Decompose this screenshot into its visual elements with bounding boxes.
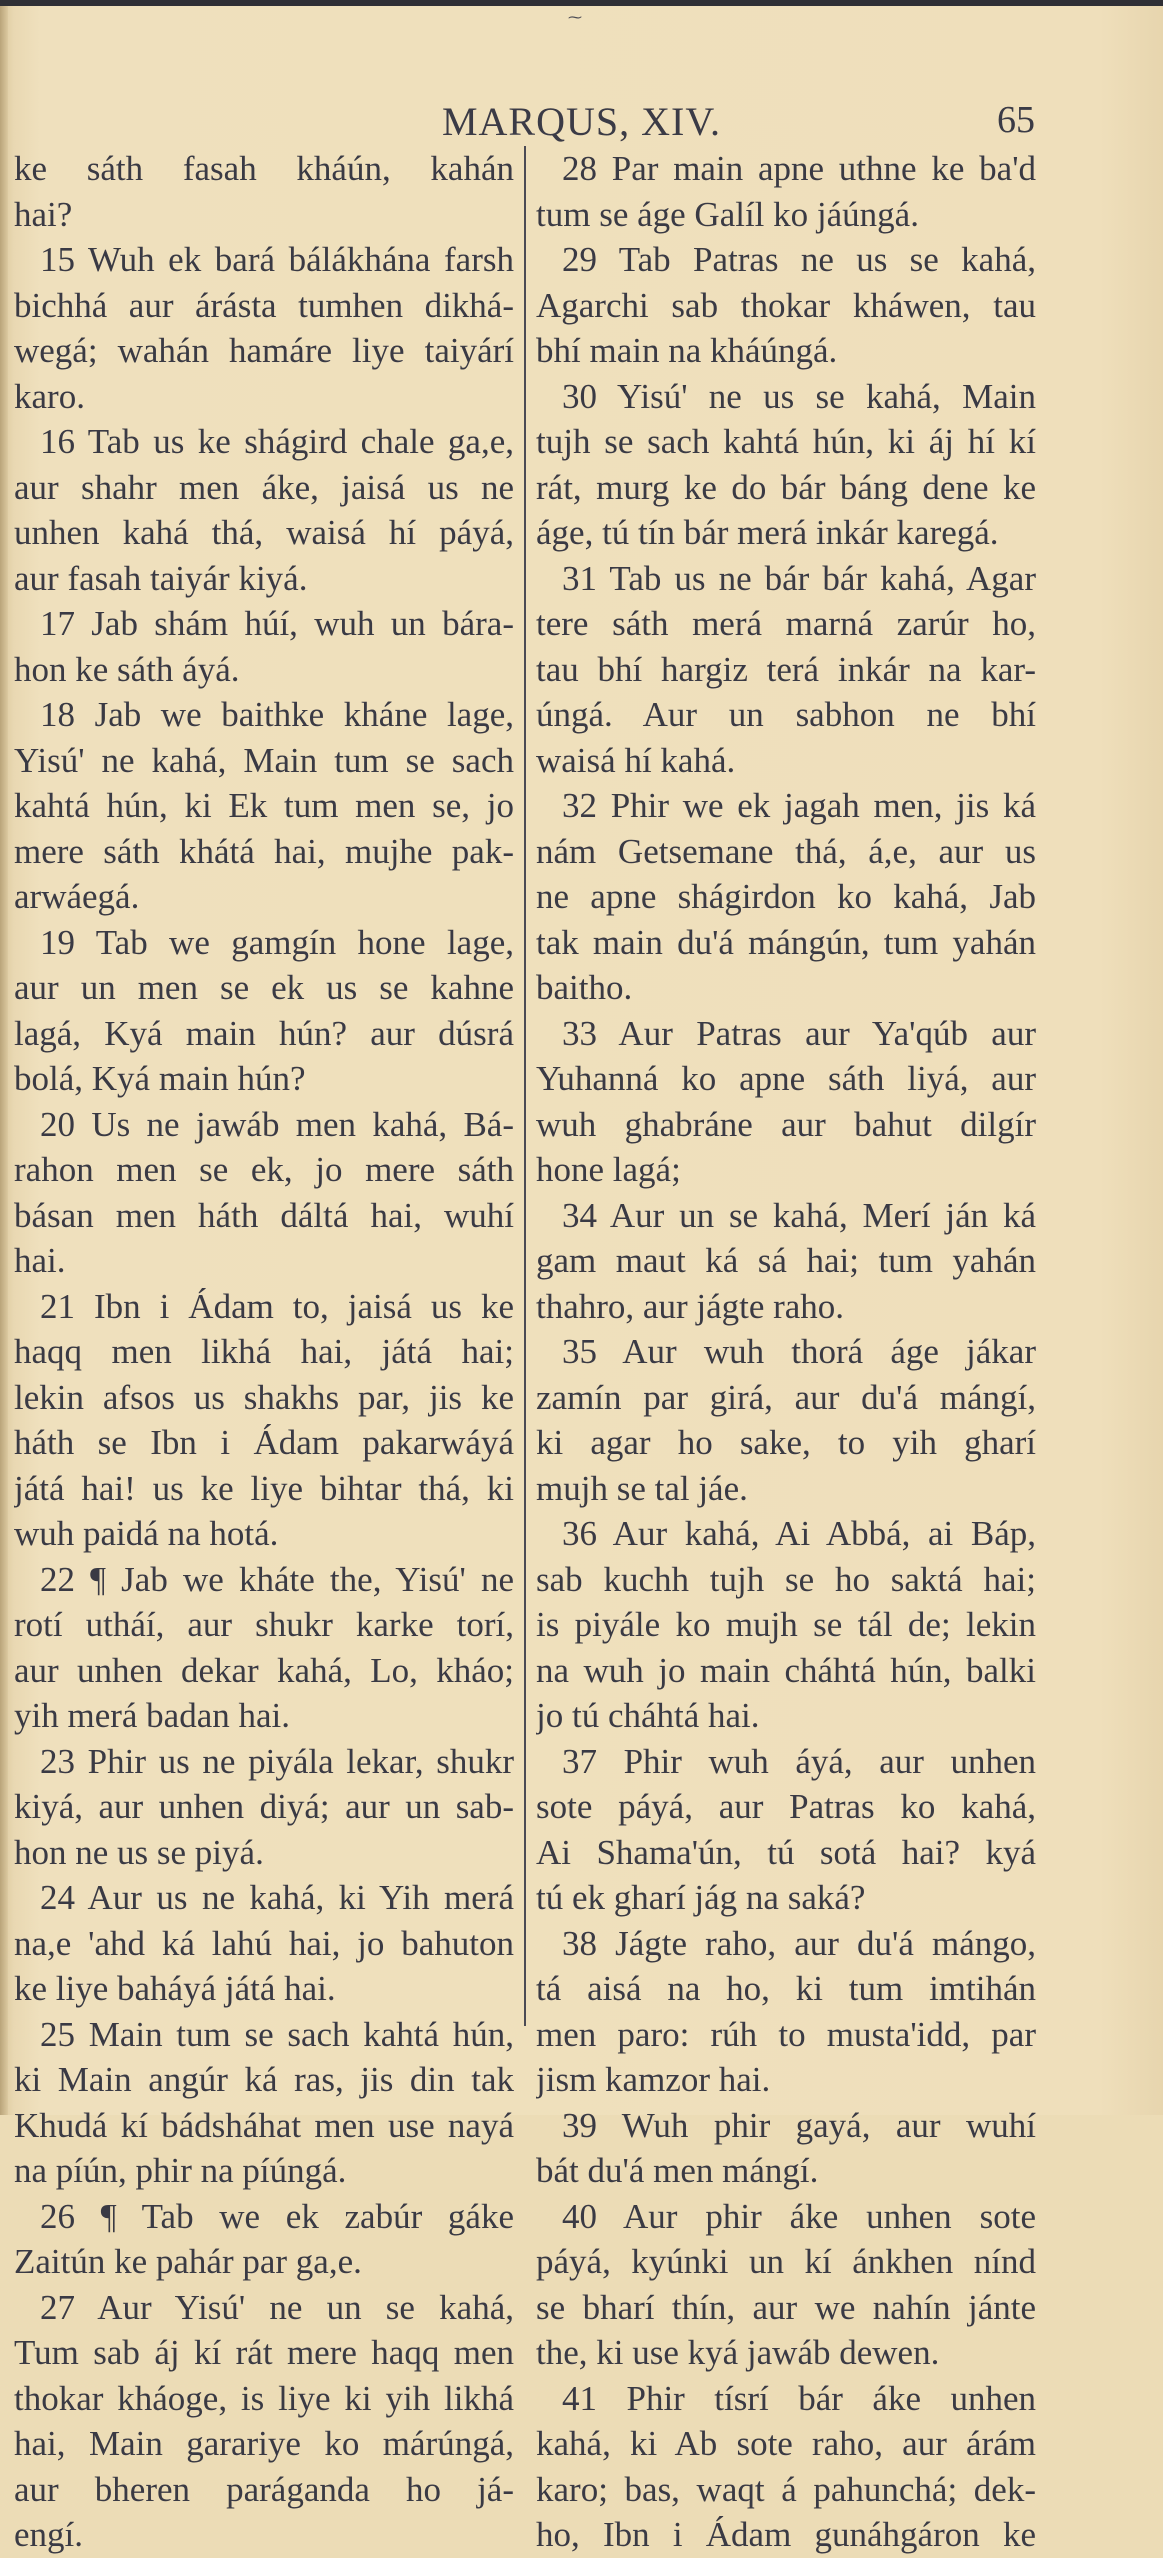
text-line: 38 Jágte raho, aur du'á mángo, [562,1923,1036,1963]
text-line: Yuhanná ko apne sáth liyá, aur [536,1059,1036,1098]
text-line: thokar kháoge, is liye ki yih likhá [14,2378,514,2418]
text-line: háth se Ibn i Ádam pakarwáyá [14,1423,514,1462]
text-line: Khudá kí bádsháhat men use nayá [14,2105,514,2145]
text-line: 17 Jab shám húí, wuh un bára- [40,604,514,643]
text-line: úngá. Aur un sabhon ne bhí [536,695,1036,734]
text-line: 34 Aur un se kahá, Merí ján ká [562,1195,1036,1235]
text-line: tú ek gharí jág na saká? [536,1878,866,1917]
text-line: 36 Aur kahá, Ai Abbá, ai Báp, [562,1514,1036,1553]
text-line: wuh paidá na hotá. [14,1514,279,1553]
text-line: 29 Tab Patras ne us se kahá, [562,240,1036,279]
text-line: 24 Aur us ne kahá, ki Yih merá [40,1878,514,1917]
text-line: 33 Aur Patras aur Ya'qúb aur [562,1013,1036,1053]
text-line: Tum sab áj kí rát mere haqq men [14,2333,514,2372]
text-line: aur unhen dekar kahá, Lo, kháo; [14,1650,514,1690]
text-line: bhí main na kháúngá. [536,331,838,370]
text-line: nám Getsemane thá, á,e, aur us [536,831,1036,871]
text-line: játá hai! us ke liye bihtar thá, ki [14,1468,514,1508]
text-line: tau bhí hargiz terá inkár na kar- [536,649,1036,689]
text-line: hon ke sáth áyá. [14,649,240,689]
text-line: ke sáth fasah kháún, kahán [14,149,514,188]
right-text-column [536,146,1036,2558]
text-line: 15 Wuh ek bará bálákhána farsh [40,240,514,279]
text-line: 27 Aur Yisú' ne un se kahá, [40,2287,514,2327]
text-line: kahá, ki Ab sote raho, aur árám [536,2424,1036,2463]
text-line: na wuh jo main cháhtá hún, balki [536,1650,1036,1690]
text-line: lagá, Kyá main hún? aur dúsrá [14,1013,514,1053]
text-line: hai? [14,194,73,234]
text-line: aur un men se ek us se kahne [14,968,514,1007]
top-ornament: ⁓ [568,11,582,26]
text-line: 25 Main tum se sach kahtá hún, [40,2014,514,2054]
column-divider [524,146,526,2026]
text-line: kahtá hún, ki Ek tum men se, jo [14,786,514,825]
text-line: rát, murg ke do bár báng dene ke [536,467,1036,507]
text-line: páyá, kyúnki un kí ánkhen nínd [536,2242,1036,2281]
text-line: Agarchi sab thokar kháwen, tau [536,285,1036,325]
text-line: bolá, Kyá main hún? [14,1059,306,1098]
left-text-column [14,146,514,2558]
text-line: 37 Phir wuh áyá, aur unhen [562,1741,1036,1781]
text-line: the, ki use kyá jawáb dewen. [536,2333,940,2372]
text-line: 23 Phir us ne piyála lekar, shukr [40,1741,514,1781]
text-line: 20 Us ne jawáb men kahá, Bá- [40,1104,514,1144]
text-line: lekin afsos us shakhs par, jis ke [14,1377,514,1417]
text-line: gam maut ká sá hai; tum yahán [536,1241,1036,1280]
text-line: thahro, aur jágte raho. [536,1286,845,1326]
text-line: 35 Aur wuh thorá áge jákar [562,1332,1036,1371]
text-line: sote páyá, aur Patras ko kahá, [536,1787,1036,1826]
text-line: 31 Tab us ne bár bár kahá, Agar [562,558,1036,598]
text-line: 22 ¶ Jab we kháte the, Yisú' ne [40,1559,514,1599]
text-line: 21 Ibn i Ádam to, jaisá us ke [40,1286,514,1326]
text-line: hai, Main garariye ko márúngá, [14,2424,514,2463]
text-line: bát du'á men mángí. [536,2151,819,2190]
text-line: 28 Par main apne uthne ke ba'd [562,149,1036,188]
text-line: aur shahr men áke, jaisá us ne [14,467,514,507]
text-line: ki agar ho sake, to yih gharí [536,1423,1036,1462]
text-line: na,e 'ahd ká lahú hai, jo bahuton [14,1923,514,1963]
text-line: rahon men se ek, jo mere sáth [14,1150,514,1189]
text-line: jo tú cháhtá hai. [536,1696,760,1735]
text-line: hon ne us se piyá. [14,1832,264,1872]
text-line: na píún, phir na píúngá. [14,2151,347,2190]
text-line: tá aisá na ho, ki tum imtihán [536,1969,1036,2008]
text-line: 32 Phir we ek jagah men, jis ká [562,786,1036,825]
text-line: is piyále ko mujh se tál de; lekin [536,1605,1036,1644]
text-line: 30 Yisú' ne us se kahá, Main [562,376,1036,416]
text-line: baitho. [536,968,633,1007]
text-line: wuh ghabráne aur bahut dilgír [536,1104,1036,1144]
text-line: rotí utháí, aur shukr karke torí, [14,1605,514,1644]
text-line: zamín par girá, aur du'á mángí, [536,1377,1036,1417]
text-line: 41 Phir tísrí bár áke unhen [562,2378,1036,2418]
page-binding-edge [0,0,8,2115]
text-line: tak main du'á mángún, tum yahán [536,922,1036,962]
text-line: 19 Tab we gamgín hone lage, [40,922,514,962]
text-line: tujh se sach kahtá hún, ki áj hí kí [536,422,1036,461]
text-line: Ai Shama'ún, tú sotá hai? kyá [536,1832,1036,1872]
page-number: 65 [997,99,1035,141]
text-line: 26 ¶ Tab we ek zabúr gáke [40,2196,514,2236]
text-line: tere sáth merá marná zarúr ho, [536,604,1036,643]
text-line: jism kamzor hai. [536,2060,771,2099]
text-line: arwáegá. [14,877,140,916]
text-line: waisá hí kahá. [536,740,736,780]
text-line: karo. [14,376,85,416]
text-line: básan men háth dáltá hai, wuhí [14,1195,514,1235]
text-line: 16 Tab us ke shágird chale ga,e, [40,422,514,461]
text-line: mujh se tal jáe. [536,1468,748,1508]
text-line: unhen kahá thá, waisá hí páyá, [14,513,514,552]
text-line: hone lagá; [536,1150,681,1189]
text-line: sab kuchh tujh se ho saktá hai; [536,1559,1036,1599]
text-line: 18 Jab we baithke kháne lage, [40,695,514,734]
text-line: áge, tú tín bár merá inkár karegá. [536,513,999,552]
text-line: karo; bas, waqt á pahunchá; dek- [536,2469,1036,2509]
text-line: se bharí thín, aur we nahín jánte [536,2287,1036,2327]
text-line: tum se áge Galíl ko jáúngá. [536,194,919,234]
text-line: haqq men likhá hai, játá hai; [14,1332,514,1371]
text-line: ho, Ibn i Ádam gunáhgáron ke [536,2515,1036,2554]
text-line: Yisú' ne kahá, Main tum se sach [14,740,514,780]
text-line: 39 Wuh phir gayá, aur wuhí [562,2105,1036,2145]
text-line: hai. [14,1241,66,1280]
text-line: ke liye baháyá játá hai. [14,1969,336,2008]
text-line: aur bheren paráganda ho já- [14,2469,514,2509]
text-line: ki Main angúr ká ras, jis din tak [14,2060,514,2099]
text-line: Zaitún ke pahár par ga,e. [14,2242,362,2281]
text-line: aur fasah taiyár kiyá. [14,558,308,598]
text-line: yih merá badan hai. [14,1696,291,1735]
text-line: 40 Aur phir áke unhen sote [562,2196,1036,2236]
text-line: engí. [14,2515,84,2554]
running-header: MARQUS, XIV. [441,99,722,144]
text-line: ne apne shágirdon ko kahá, Jab [536,877,1036,916]
top-border [0,0,1163,6]
text-line: bichhá aur árásta tumhen dikhá- [14,285,514,325]
text-line: men paro: rúh to musta'idd, par [536,2014,1036,2054]
text-line: kiyá, aur unhen diyá; aur un sab- [14,1787,514,1826]
text-line: wegá; wahán hamáre liye taiyárí [14,331,514,370]
text-line: mere sáth khátá hai, mujhe pak- [14,831,514,871]
